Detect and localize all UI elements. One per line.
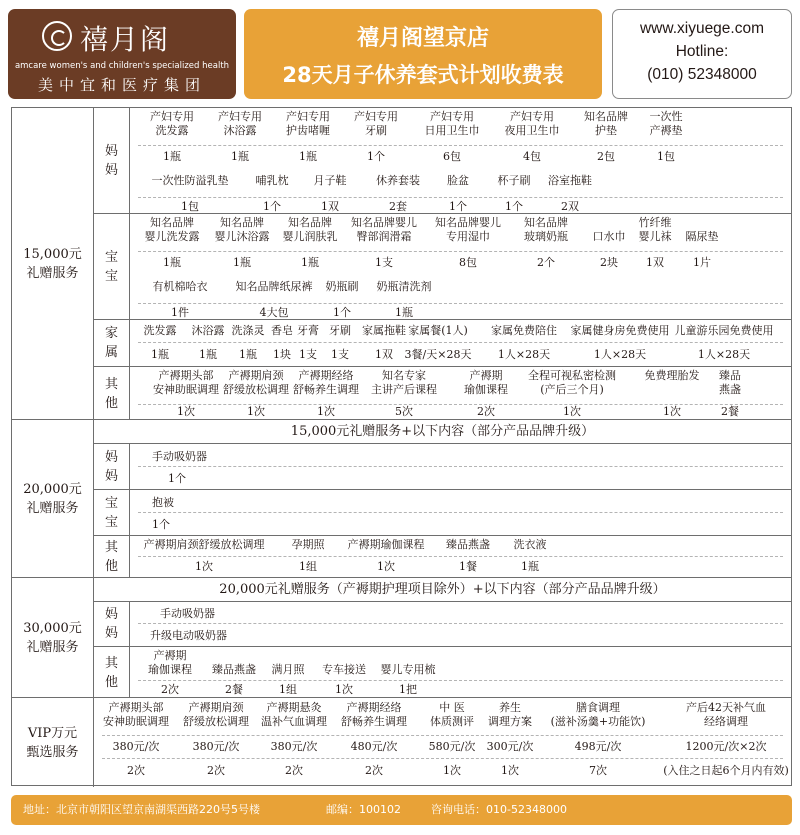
- section-20000: [12, 420, 791, 578]
- item-quantity: 1瓶: [395, 306, 413, 319]
- item-name: 产褥垫: [649, 124, 683, 137]
- item-name: 家属健身房免费使用: [570, 324, 670, 337]
- item-name: 知名品牌: [288, 216, 332, 229]
- footer-bar: [11, 795, 792, 825]
- item-price: 380元/次: [112, 740, 160, 753]
- item-name: 夜用卫生巾: [504, 124, 560, 137]
- item-quantity: 2块: [600, 256, 618, 269]
- item-quantity: 1次: [501, 764, 519, 777]
- item-name: 专用湿巾: [446, 230, 490, 243]
- item-quantity: 1瓶: [239, 348, 257, 361]
- subsection-label: 妈 妈: [94, 108, 130, 213]
- item-quantity: 2次: [365, 764, 383, 777]
- item-quantity: 1瓶: [151, 348, 169, 361]
- item-quantity: 1瓶: [231, 150, 249, 163]
- item-name: 隔尿垫: [685, 230, 719, 243]
- item-quantity: 1次: [247, 405, 265, 418]
- item-name: 臻品燕盏: [446, 538, 490, 551]
- item-price: 580元/次: [428, 740, 476, 753]
- item-name: 瑜伽课程: [148, 663, 192, 676]
- item-name: 产褥期头部: [108, 701, 164, 714]
- dashed-divider: [138, 145, 783, 146]
- item-quantity: 2包: [597, 150, 615, 163]
- item-name: 中 医: [439, 701, 465, 714]
- item-name: 满月照: [271, 663, 305, 676]
- subsection-label: 家 属: [94, 320, 130, 366]
- section-label-amount: 15,000元: [23, 246, 82, 262]
- item-name: 奶瓶刷: [325, 280, 359, 293]
- item-name: 瑜伽课程: [464, 383, 508, 396]
- item-name: 口水巾: [592, 230, 626, 243]
- item-quantity: 2餐: [225, 683, 243, 696]
- item-quantity: 1次: [443, 764, 461, 777]
- item-quantity: 1个: [333, 306, 351, 319]
- subsection-label: 其 他: [94, 536, 130, 578]
- item-name: 产褥期肩颈: [228, 369, 284, 382]
- item-name: 牙刷: [365, 124, 387, 137]
- hotline-number: (010) 52348000: [647, 66, 757, 83]
- item-quantity: 1瓶: [521, 560, 539, 573]
- item-quantity: 1瓶: [301, 256, 319, 269]
- item-name: 洗衣液: [513, 538, 547, 551]
- item-name: (滋补汤羹+功能饮): [550, 715, 646, 728]
- section-label-type: 甄选服务: [26, 744, 79, 760]
- item-name: 竹纤维: [638, 216, 672, 229]
- item-name: 护垫: [595, 124, 617, 137]
- item-quantity: 1瓶: [199, 348, 217, 361]
- dashed-divider: [138, 556, 783, 557]
- item-name: 家属餐(1人): [408, 324, 468, 337]
- item-quantity: 1双: [646, 256, 664, 269]
- dashed-divider: [102, 758, 783, 759]
- item-quantity: 2个: [537, 256, 555, 269]
- item-quantity: 6包: [443, 150, 461, 163]
- item-name: 知名品牌: [524, 216, 568, 229]
- item-quantity: 1包: [181, 200, 199, 213]
- section-banner: 20,000元礼赠服务（产褥期护理项目除外）+以下内容（部分产品品牌升级）: [94, 578, 791, 602]
- dashed-divider: [138, 466, 783, 467]
- item-name: 知名品牌婴儿: [435, 216, 501, 229]
- item-quantity: 1瓶: [233, 256, 251, 269]
- item-name: 月子鞋: [313, 174, 347, 187]
- item-quantity: 1块: [273, 348, 291, 361]
- item-name: 婴儿洗发露: [144, 230, 200, 243]
- item-name: 洗发露: [155, 124, 189, 137]
- item-name: 手动吸奶器: [152, 450, 207, 463]
- item-name: 奶瓶清洗剂: [376, 280, 432, 293]
- item-name: 知名品牌婴儿: [351, 216, 417, 229]
- subsection-mama: [94, 444, 791, 490]
- item-name: 舒缓放松调理: [183, 715, 249, 728]
- item-name: 产褥期经络: [298, 369, 354, 382]
- item-name: 脸盆: [447, 174, 469, 187]
- section-label-type: 礼赠服务: [26, 265, 79, 281]
- item-name: 产妇专用: [150, 110, 194, 123]
- item-name: 沐浴露: [191, 324, 225, 337]
- item-name: 舒畅养生调理: [341, 715, 407, 728]
- item-quantity: 1次: [317, 405, 335, 418]
- item-quantity: 1人×28天: [593, 348, 647, 361]
- item-quantity: 7次: [589, 764, 607, 777]
- item-name: 体质测评: [430, 715, 474, 728]
- item-quantity: 1包: [657, 150, 675, 163]
- item-name: 臻品: [719, 369, 741, 382]
- item-quantity: 2次: [477, 405, 495, 418]
- section-banner: 15,000元礼赠服务+以下内容（部分产品品牌升级）: [94, 420, 791, 444]
- item-name: 护齿啫喱: [286, 124, 330, 137]
- item-quantity: 4包: [523, 150, 541, 163]
- website-text: www.xiyuege.com: [639, 20, 765, 37]
- logo-panel: [8, 9, 236, 99]
- hotline-label: Hotline:: [675, 43, 729, 60]
- item-quantity: 1件: [171, 306, 189, 319]
- item-quantity: 1瓶: [163, 150, 181, 163]
- item-name: 抱被: [152, 496, 174, 509]
- item-quantity: 1个: [263, 200, 281, 213]
- subsection-label: 宝 宝: [94, 214, 130, 319]
- item-quantity: 3餐/天×28天: [404, 348, 472, 361]
- item-price: 300元/次: [486, 740, 534, 753]
- item-quantity: 1个: [449, 200, 467, 213]
- dashed-divider: [138, 251, 783, 252]
- contact-panel: [612, 9, 792, 99]
- item-name: 婴儿袜: [638, 230, 672, 243]
- item-quantity: 1次: [177, 405, 195, 418]
- item-name: 舒缓放松调理: [223, 383, 289, 396]
- item-name: 知名品牌纸尿裤: [235, 280, 313, 293]
- footer-address: 地址：北京市朝阳区望京南湖渠西路220号5号楼: [23, 803, 260, 816]
- item-quantity: 1组: [299, 560, 317, 573]
- item-price: 498元/次: [574, 740, 622, 753]
- subsection-qita: [94, 647, 791, 698]
- item-name: 一次性: [649, 110, 683, 123]
- item-price: 380元/次: [270, 740, 318, 753]
- item-name: 有机棉哈衣: [152, 280, 208, 293]
- item-name: 产褥期: [153, 649, 187, 662]
- item-quantity: 1组: [279, 683, 297, 696]
- item-name: 洗发露: [143, 324, 177, 337]
- item-quantity: 1人×28天: [697, 348, 751, 361]
- footer-postcode: 邮编：100102: [326, 803, 401, 816]
- price-table: [11, 107, 792, 786]
- subsection-baobao: [94, 490, 791, 536]
- section-15000: [12, 108, 791, 420]
- dashed-divider: [138, 680, 783, 681]
- item-name: 膳食调理: [576, 701, 620, 714]
- item-quantity: 1支: [375, 256, 393, 269]
- item-name: 产褥期悬灸: [266, 701, 322, 714]
- item-name: 产褥期肩颈舒缓放松调理: [143, 538, 265, 551]
- dashed-divider: [138, 623, 783, 624]
- item-name: 经络调理: [704, 715, 748, 728]
- item-name: 全程可视私密检测: [528, 369, 616, 382]
- item-name: 安神助眠调理: [103, 715, 169, 728]
- item-name: 产妇专用: [286, 110, 330, 123]
- item-quantity: 2套: [389, 200, 407, 213]
- section-label: [12, 420, 94, 577]
- section-label-amount: 30,000元: [23, 620, 82, 636]
- item-name: 日用卫生巾: [424, 124, 480, 137]
- item-quantity: 5次: [395, 405, 413, 418]
- page-subtitle: 28天月子休养套式计划收费表: [282, 63, 564, 87]
- section-30000: [12, 578, 791, 698]
- dashed-divider: [102, 735, 783, 736]
- item-quantity: 2次: [285, 764, 303, 777]
- subsection-label: 宝 宝: [94, 490, 130, 535]
- section-label-type: 礼赠服务: [26, 639, 79, 655]
- item-name: 婴儿专用梳: [380, 663, 436, 676]
- section-label-type: 礼赠服务: [26, 500, 79, 516]
- item-quantity: 4大包: [259, 306, 289, 319]
- item-quantity: 2次: [207, 764, 225, 777]
- logo-chinese-name: 禧月阁: [80, 23, 171, 56]
- item-quantity: 1瓶: [163, 256, 181, 269]
- item-name: 哺乳枕: [255, 174, 289, 187]
- item-name: 休养套装: [376, 174, 420, 187]
- item-name: 杯子刷: [497, 174, 531, 187]
- item-quantity: 2餐: [721, 405, 739, 418]
- item-quantity: 1次: [195, 560, 213, 573]
- item-quantity: 1个: [152, 518, 170, 531]
- vip-area: [94, 698, 791, 787]
- item-name: 专车接送: [322, 663, 366, 676]
- item-name: 知名品牌: [220, 216, 264, 229]
- section-label-amount: VIP万元: [27, 725, 78, 741]
- item-name: 产妇专用: [218, 110, 262, 123]
- item-name: 家属免费陪住: [491, 324, 557, 337]
- item-name: 产褥期: [469, 369, 503, 382]
- subsection-jiashu: [94, 320, 791, 367]
- item-name: 舒畅养生调理: [293, 383, 359, 396]
- item-name: 产褥期头部: [158, 369, 214, 382]
- item-quantity: 1双: [375, 348, 393, 361]
- page-title: 禧月阁望京店: [356, 26, 489, 51]
- item-quantity: 2双: [561, 200, 579, 213]
- logo-group-name: 美中宜和医疗集团: [37, 76, 206, 94]
- item-name: 产褥期瑜伽课程: [347, 538, 425, 551]
- item-name: 儿童游乐园免费使用: [674, 324, 774, 337]
- item-quantity: 1片: [693, 256, 711, 269]
- item-name: 玻璃奶瓶: [524, 230, 568, 243]
- dashed-divider: [138, 512, 783, 513]
- subsection-qita: [94, 367, 791, 420]
- item-name: 知名品牌: [150, 216, 194, 229]
- item-name: 手动吸奶器: [160, 607, 215, 620]
- item-name: 温补气血调理: [261, 715, 327, 728]
- item-quantity: 1双: [321, 200, 339, 213]
- subsection-mama: [94, 108, 791, 214]
- item-name: 免费理胎发: [644, 369, 700, 382]
- subsection-qita: [94, 536, 791, 578]
- item-quantity: 1个: [168, 472, 186, 485]
- item-name: 知名专家: [382, 369, 426, 382]
- item-name: 牙刷: [329, 324, 351, 337]
- subsection-label: 其 他: [94, 647, 130, 698]
- item-quantity: 1次: [335, 683, 353, 696]
- item-name: 升级电动吸奶器: [150, 629, 227, 642]
- item-quantity: 1次: [563, 405, 581, 418]
- item-name: 牙膏: [297, 324, 319, 337]
- section-label-amount: 20,000元: [23, 481, 82, 497]
- section-vip: [12, 698, 791, 787]
- item-quantity: 8包: [459, 256, 477, 269]
- item-name: 浴室拖鞋: [548, 174, 592, 187]
- subsection-label: 妈 妈: [94, 602, 130, 646]
- item-quantity: 1支: [331, 348, 349, 361]
- item-price: 1200元/次×2次: [685, 740, 767, 753]
- dashed-divider: [138, 342, 783, 343]
- item-name: 主讲产后课程: [371, 383, 437, 396]
- item-name: 香皂: [271, 324, 293, 337]
- item-quantity: 1餐: [459, 560, 477, 573]
- item-name: 产妇专用: [430, 110, 474, 123]
- item-price: 380元/次: [192, 740, 240, 753]
- item-quantity: 1次: [377, 560, 395, 573]
- item-name: 产妇专用: [510, 110, 554, 123]
- item-quantity: 1人×28天: [497, 348, 551, 361]
- item-price: 480元/次: [350, 740, 398, 753]
- item-name: 安神助眠调理: [153, 383, 219, 396]
- item-name: 产褥期肩颈: [188, 701, 244, 714]
- subsection-baobao: [94, 214, 791, 320]
- logo-english-tagline: amcare women's and children's specialized health: [14, 61, 230, 71]
- item-name: 一次性防溢乳垫: [151, 174, 229, 187]
- brand-logo-icon: [42, 21, 72, 51]
- subsection-label: 其 他: [94, 367, 130, 420]
- subsection-mama: [94, 602, 791, 647]
- section-label: [12, 578, 94, 697]
- item-quantity: 2次: [161, 683, 179, 696]
- item-name: 知名品牌: [584, 110, 628, 123]
- item-name: 产褥期经络: [346, 701, 402, 714]
- item-name: 沐浴露: [223, 124, 257, 137]
- item-name: 调理方案: [488, 715, 532, 728]
- item-quantity: 1把: [399, 683, 417, 696]
- item-quantity: 1支: [299, 348, 317, 361]
- title-panel: [244, 9, 602, 99]
- item-name: 臻品燕盏: [212, 663, 256, 676]
- item-name: (产后三个月): [540, 383, 604, 396]
- dashed-divider: [138, 303, 783, 304]
- item-name: 婴儿润肤乳: [282, 230, 338, 243]
- item-name: 产妇专用: [354, 110, 398, 123]
- footer-phone: 咨询电话：010-52348000: [431, 803, 567, 816]
- item-name: 婴儿沐浴露: [214, 230, 270, 243]
- item-name: 臀部润滑霜: [356, 230, 412, 243]
- item-quantity: 1瓶: [299, 150, 317, 163]
- item-name: 家属拖鞋: [362, 324, 406, 337]
- item-quantity: 1次: [663, 405, 681, 418]
- item-quantity: 1个: [367, 150, 385, 163]
- dashed-divider: [138, 197, 783, 198]
- item-quantity: 2次: [127, 764, 145, 777]
- item-name: 孕期照: [291, 538, 325, 551]
- item-name: 洗涤灵: [231, 324, 265, 337]
- item-name: 产后42天补气血: [686, 701, 766, 714]
- subsection-label: 妈 妈: [94, 444, 130, 489]
- item-name: 燕盏: [719, 383, 741, 396]
- item-quantity: 1个: [505, 200, 523, 213]
- item-quantity: (入住之日起6个月内有效): [663, 764, 789, 777]
- item-name: 养生: [499, 701, 521, 714]
